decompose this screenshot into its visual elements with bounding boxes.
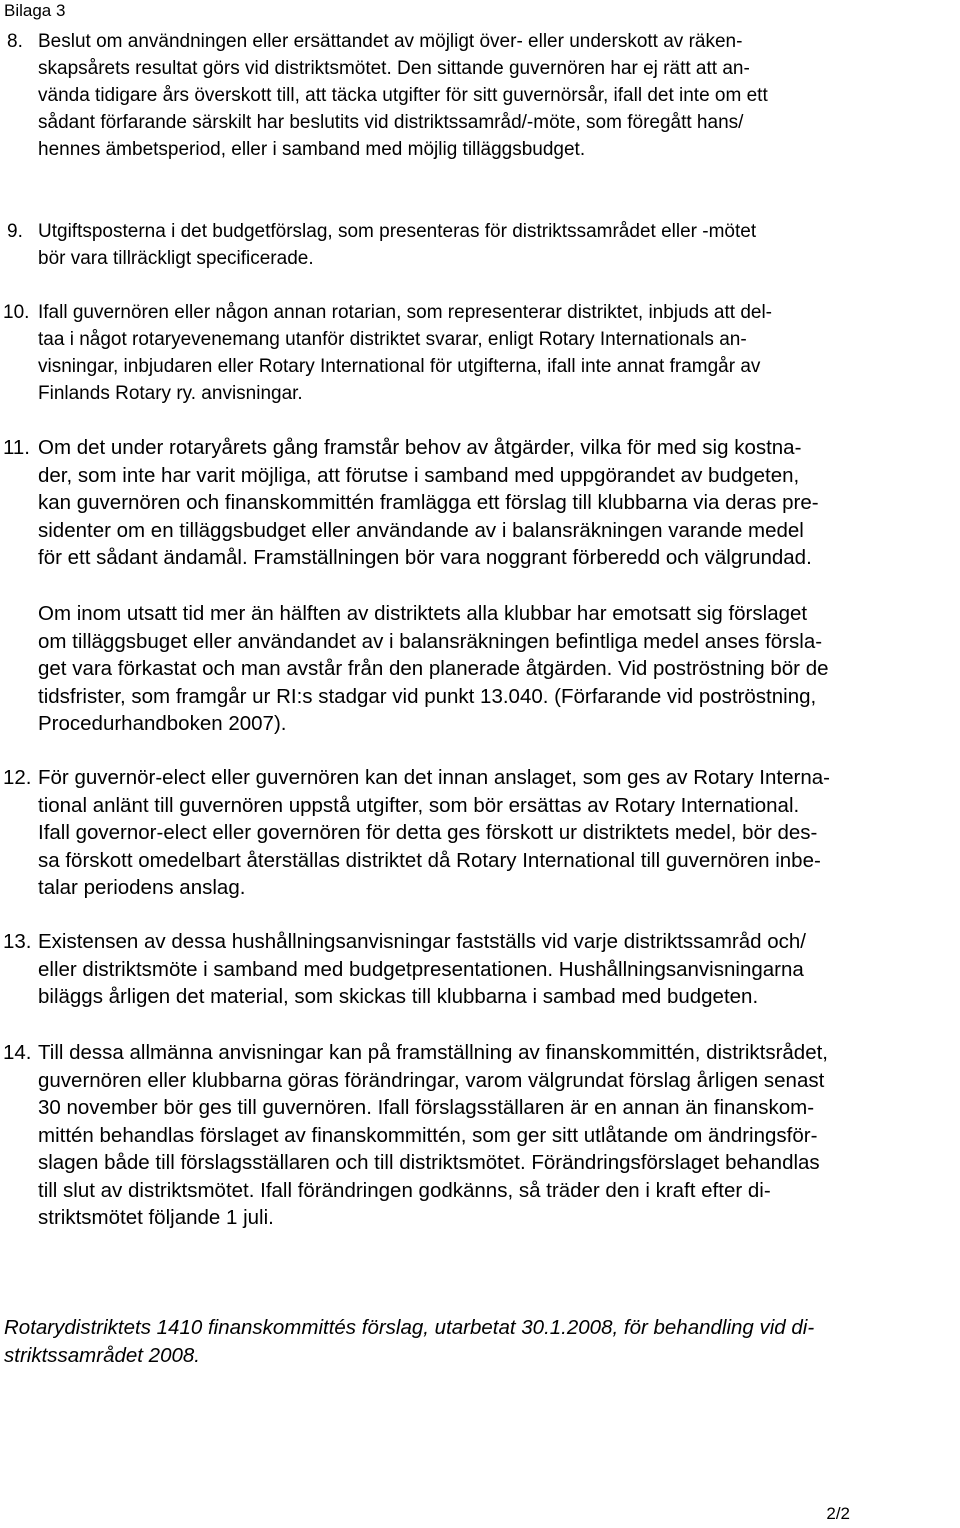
- text-line: talar periodens anslag.: [38, 876, 246, 899]
- item-number: 9.: [7, 221, 23, 242]
- text-line: taa i något rotaryevenemang utanför distriktet svarar, enligt Rotary Internationals an-: [38, 329, 747, 350]
- text-line: Ifall guvernören eller någon annan rotarian, som representerar distriktet, inbjuds att del-: [38, 302, 773, 323]
- text-line: kan guvernören och finanskommittén framlägga ett förslag till klubbarna via deras pre-: [38, 491, 819, 514]
- item-text: [38, 1039, 956, 1232]
- text-line: Till dessa allmänna anvisningar kan på framställning av finanskommittén, distriktsrådet,: [38, 1041, 828, 1064]
- text-line: striktsmötet följande 1 juli.: [38, 1206, 274, 1229]
- text-line: sa förskott omedelbart återställas distriktet då Rotary International till guvernören inbe-: [38, 848, 821, 872]
- item-number: 10.: [3, 302, 30, 323]
- text-line: hennes ämbetsperiod, eller i samband med möjlig tilläggsbudget.: [38, 139, 586, 160]
- text-line: der, som inte har varit möjliga, att förutse i samband med uppgörandet av budgeten,: [38, 463, 800, 487]
- text-line: slagen både till förslagsställaren och till distriktsmötet. Förändringsförslaget behandlas: [38, 1151, 820, 1174]
- text-line: Utgiftsposterna i det budgetförslag, som presenteras för distriktssamrådet eller -mötet: [38, 221, 757, 242]
- text-line: för ett sådant ändamål. Framställningen bör vara noggrant förberedd och välgrundad.: [38, 546, 812, 569]
- page-number: 2/2: [826, 1504, 850, 1523]
- footer-note: [4, 1314, 954, 1370]
- text-line: tional anlänt till guvernören uppstå utgifter, som bör ersättas av Rotary International.: [38, 793, 800, 817]
- text-line: eller distriktsmöte i samband med budgetpresentationen. Hushållningsanvisningarna: [38, 957, 804, 981]
- text-line: visningar, inbjudaren eller Rotary International för utgifterna, ifall inte annat framgår av: [38, 356, 761, 377]
- item-text: [38, 28, 956, 163]
- text-line: Finlands Rotary ry. anvisningar.: [38, 383, 303, 404]
- text-line: 30 november bör ges till guvernören. Ifall förslagsställaren är en annan än finanskom-: [38, 1096, 815, 1119]
- text-line: sådant förfarande särskilt har beslutits vid distriktssamråd/-möte, som föregått hans/: [38, 112, 744, 133]
- text-line: guvernören eller klubbarna göras förändringar, varom välgrundat förslag årligen senast: [38, 1068, 825, 1092]
- item-number: 13.: [3, 930, 32, 953]
- item-number: 12.: [3, 766, 32, 789]
- text-line: biläggs årligen det material, som skickas till klubbarna i sambad med budgeten.: [38, 985, 759, 1008]
- item-text: [38, 434, 956, 572]
- text-line: Procedurhandboken 2007).: [38, 712, 287, 735]
- text-line: om tilläggsbuget eller användandet av i balansräkningen befintliga medel anses försla-: [38, 629, 823, 653]
- item-11-continuation: [38, 600, 956, 738]
- item-number: 8.: [7, 31, 23, 52]
- item-text: [38, 218, 956, 272]
- text-line: skapsårets resultat görs vid distriktsmötet. Den sittande guvernören har ej rätt att an-: [38, 58, 750, 79]
- text-line: Om det under rotaryårets gång framstår behov av åtgärder, vilka för med sig kostna-: [38, 436, 802, 459]
- text-line: mittén behandlas förslaget av finanskommittén, som ger sitt utlåtande om ändringsför-: [38, 1123, 818, 1147]
- text-line: vända tidigare års överskott till, att täcka utgifter för sitt guvernörsår, ifall det inte om ett: [38, 85, 768, 106]
- item-text: [38, 299, 956, 407]
- text-line: Beslut om användningen eller ersättandet av möjligt över- eller underskott av räken-: [38, 31, 743, 52]
- text-line: För guvernör-elect eller guvernören kan det innan anslaget, som ges av Rotary Interna-: [38, 766, 830, 789]
- text-line: Existensen av dessa hushållningsanvisningar fastställs vid varje distriktssamråd och/: [38, 930, 806, 953]
- page-header-label: Bilaga 3: [4, 1, 66, 20]
- item-number: 11.: [3, 436, 30, 459]
- item-number: 14.: [3, 1041, 32, 1064]
- text-line: get vara förkastat och man avstår från den planerade åtgärden. Vid poströstning bör de: [38, 657, 829, 680]
- text-line: tidsfrister, som framgår ur RI:s stadgar vid punkt 13.040. (Förfarande vid poströstning,: [38, 684, 817, 708]
- text-line: Ifall governor-elect eller governören för detta ges förskott ur distriktets medel, bör des-: [38, 821, 818, 844]
- text-line: bör vara tillräckligt specificerade.: [38, 248, 314, 269]
- text-line: sidenter om en tilläggsbudget eller användande av i balansräkningen varande medel: [38, 518, 804, 542]
- text-line: Om inom utsatt tid mer än hälften av distriktets alla klubbar har emotsatt sig förslaget: [38, 602, 808, 625]
- text-line: striktssamrådet 2008.: [4, 1344, 200, 1367]
- item-text: [38, 928, 956, 1011]
- text-line: till slut av distriktsmötet. Ifall förändringen godkänns, så träder den i kraft efter di-: [38, 1178, 771, 1202]
- item-text: [38, 764, 956, 902]
- text-line: Rotarydistriktets 1410 finanskommittés förslag, utarbetat 30.1.2008, för behandling vid di-: [4, 1316, 815, 1339]
